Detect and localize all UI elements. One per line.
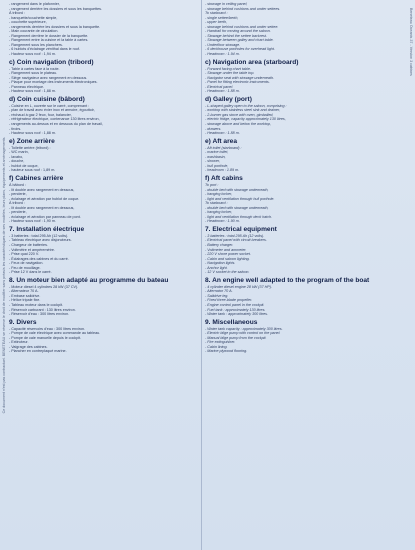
spec-line: - Hélice tripale fixe. [9, 298, 41, 303]
spec-line: - Engine control panel in the cockpit. [205, 302, 265, 307]
spec-line: - Hauteur sous roof : 1,88 m. [9, 89, 56, 94]
spec-line: - electric fridge, capacity approximately 130 litres, [205, 117, 286, 122]
spec-line: - Chargeur de batteries. [9, 242, 48, 247]
section-title: f) Aft cabins [205, 174, 243, 182]
spec-line: - lit double avec rangement en dessous, [9, 205, 75, 210]
spec-line: - Panel for fitting electronic instruments. [205, 80, 270, 85]
spec-line: - Rangement sous le plateau. [9, 71, 58, 76]
spec-line: - banquette/couchette simple, [9, 15, 58, 20]
spec-line: - Hauteur sous roof : 1,94 m. [9, 52, 56, 57]
spec-line: - 3 batteries : total 295 Ah (12 volts). [9, 233, 69, 238]
spec-line: - Réservoir d'eau : 300 litres environ. [9, 312, 70, 317]
spec-line: - Voltmètre et ampèremètre. [9, 247, 55, 252]
spec-line: - Siège navigateur avec rangement en dessous. [9, 75, 88, 80]
spec-line: - 6 deckhouse portholes for overhead light. [205, 47, 275, 52]
spec-line: - Cuisine en L, ouverte sur le carré, comprenant : [9, 103, 90, 108]
spec-line: - Water tank capacity : approximately 300 litres. [205, 326, 283, 331]
spec-line: - Voltmeter and ammeter. [205, 247, 247, 252]
spec-line: - rangement derrière les dossiers et sous les banquettes. [9, 6, 103, 11]
spec-line: - worktop with stainless steel sink and drainer, [205, 108, 281, 113]
spec-line: - Headroom : 1.94 m. [205, 52, 240, 57]
spec-line: - Capacité réservoirs d'eau : 300 litres environ. [9, 326, 86, 331]
spec-line: - Vaigrage des cabines. [9, 344, 48, 349]
spec-line: - 4 cylinder diesel engine 28 kW (37 HP). [205, 284, 273, 289]
spec-line: - Plancher en contreplaqué marine. [9, 349, 67, 354]
spec-line: - Moteur diesel 4 cylindres 28 kW (37 CV). [9, 284, 79, 289]
spec-line: - Hauteur sous roof : 1,90 m. [9, 219, 56, 224]
spec-line: - double bed with stowage underneath, [205, 205, 269, 210]
spec-line: - 2-burner gas stove with oven, gimballed, [205, 112, 274, 117]
spec-line: - rangements au-dessus et en dessous du plan de travail, [9, 122, 103, 127]
section-title: e) Zone arrière [9, 137, 55, 145]
spec-line: - Rangement entre la cuisine et la table à cartes. [9, 38, 89, 43]
spec-line: - Rangement sous les planchers. [9, 42, 63, 47]
spec-line: - Stowage between galley and chart table. [205, 38, 274, 43]
spec-line: - Pompe de cale manuelle depuis le cockpit. [9, 335, 82, 340]
left-margin [0, 0, 8, 550]
section-title: 7. Electrical equipment [205, 225, 277, 233]
spec-line: - Underfloor stowage. [205, 42, 241, 47]
spec-line: To starboard : [205, 201, 228, 206]
spec-line: - hauteur sous roof : 1,89 m. [9, 168, 56, 173]
spec-line: - penderie, [9, 192, 27, 197]
spec-line: - réfrigérateur électrique, contenance 130 litres environ, [9, 117, 100, 122]
spec-line: - Battery charger. [205, 242, 234, 247]
section-title: 7. Installation électrique [9, 225, 85, 233]
spec-line: - Réservoir carburant : 130 litres environ. [9, 307, 76, 312]
spec-line: - Tableau électrique avec disjoncteurs. [9, 238, 72, 243]
spec-line: - 6 hublots d'éclairage zénithal dans le roof. [9, 47, 81, 52]
spec-line: - stowage behind cushions and under settee. [205, 24, 279, 29]
spec-line: - L-shaped galley open to the saloon, comprising : [205, 103, 287, 108]
spec-line: - hanging locker, [205, 192, 233, 197]
spec-line: - headroom : 1.89 m. [205, 168, 240, 173]
spec-line: - Table à cartes face à la route. [9, 66, 60, 71]
spec-line: - Saildrive leg. [205, 293, 229, 298]
spec-line: - Feu de mouillage. [9, 265, 41, 270]
section-title: c) Coin navigation (tribord) [9, 58, 94, 66]
spec-line: - shower, [205, 159, 220, 164]
spec-line: - double bed with stowage underneath, [205, 187, 269, 192]
spec-line: - éclairage et aération par panneau de pont. [9, 214, 81, 219]
spec-line: - Aft toilet (starboard) : [205, 145, 242, 150]
spec-line: - Water tank : approximately 300 litres. [205, 312, 269, 317]
spec-line: - couchette supérieure, [9, 20, 47, 25]
right-margin-note: Beneteau Oceanis 37 - Version 3 cabines [409, 8, 413, 76]
spec-line: - drawers. [205, 126, 222, 131]
section-title: d) Coin cuisine (bâbord) [9, 95, 85, 103]
spec-line: - Anchor light. [205, 265, 228, 270]
spec-line: - Stowage behind the settee backrest. [205, 33, 267, 38]
spec-line: - lavabo, [9, 154, 24, 159]
spec-line: - Headroom : 1.88 m. [205, 89, 240, 94]
spec-line: - 12 V socket in the saloon. [205, 270, 250, 275]
spec-line: - éclairage et aération par hublot de coque. [9, 196, 80, 201]
spec-line: - Pompe de cale électrique avec commande au tableau. [9, 331, 101, 336]
spec-line: - rangement dans le plafonnier, [9, 2, 60, 6]
spec-line: - Headroom : 1.90 m. [205, 219, 240, 224]
spec-line: - Main courante de circulation. [9, 29, 59, 34]
spec-line: - Éclairages des cabines et du carré. [9, 256, 69, 261]
spec-line: À tribord : [9, 201, 25, 206]
spec-line: - 220 V shore power socket. [205, 252, 251, 257]
spec-line: - stowage above and below the worktop, [205, 122, 272, 127]
spec-line: À bâbord : [9, 182, 27, 187]
spec-line: - lit double avec rangement en dessous, [9, 187, 75, 192]
french-column [9, 2, 201, 548]
spec-line: To starboard : [205, 11, 228, 16]
spec-line: - Embase saildrive. [9, 293, 41, 298]
left-margin-note: Ce document n'est pas contractuel. BENETEAU se réserve le droit de modifier sans préavis les caractéristiques de ses modèles, leurs plans, équipements et aménagements. [2, 136, 6, 414]
spec-line: - douche, [9, 159, 25, 164]
section-title: 8. Un moteur bien adapté au programme du bateau [9, 276, 169, 284]
spec-line: - marine toilet, [205, 150, 229, 155]
spec-line: - Panneau électrique. [9, 84, 45, 89]
spec-line: - hull porthole, [205, 163, 229, 168]
spec-line: - Cabin lining. [205, 344, 228, 349]
spec-line: - Prise quai 220 V. [9, 252, 39, 257]
english-column [205, 2, 397, 548]
spec-line: - Navigator seat with stowage underneath. [205, 75, 275, 80]
spec-line: - Electric bilge pump with control on the panel. [205, 331, 281, 336]
spec-line: - hanging locker, [205, 210, 233, 215]
spec-line: - Electrical panel with circuit breakers. [205, 238, 267, 243]
spec-line: To port : [205, 182, 219, 187]
right-margin [407, 8, 414, 548]
spec-line: - Hauteur sous roof : 1,88 m. [9, 131, 56, 136]
spec-line: - rangements derrière les dossiers et sous la banquette. [9, 24, 101, 29]
column-divider [201, 0, 202, 550]
spec-line: - upper berth, [205, 20, 228, 25]
spec-line: - light and ventilation through hull porthole. [205, 196, 275, 201]
spec-line: - Marine plywood flooring. [205, 349, 248, 354]
spec-line: - Plaque pour montage des instruments électroniques. [9, 80, 98, 85]
spec-line: - Alternator 70 A. [205, 289, 233, 294]
spec-line: - Toilette arrière (tribord) : [9, 145, 51, 150]
spec-line: - hublot de coque, [9, 163, 39, 168]
spec-line: - penderie, [9, 210, 27, 215]
spec-line: - tiroirs. [9, 126, 22, 131]
spec-line: - Rangement derrière le dossier de la banquette. [9, 33, 89, 38]
spec-line: - Handrail for moving around the saloon. [205, 29, 271, 34]
spec-line: - Feux de navigation. [9, 261, 44, 266]
spec-line: - Tableau moteur dans le cockpit. [9, 302, 64, 307]
spec-line: - WC marin, [9, 150, 29, 155]
section-title: d) Galley (port) [205, 95, 252, 103]
spec-line: - réchaud à gaz 2 feux, four, balancier, [9, 112, 72, 117]
spec-line: - Fuel tank : approximately 130 litres. [205, 307, 266, 312]
spec-line: - Alternateur 70 A. [9, 289, 39, 294]
spec-line: - light and ventilation through deck hatch. [205, 214, 273, 219]
spec-line: - 3 batteries : total 295 Ah (12 volts). [205, 233, 265, 238]
spec-line: - stowage behind cushions and under settees. [205, 6, 281, 11]
spec-line: - Navigation lights. [205, 261, 236, 266]
section-title: 8. An engine well adapted to the program of the boat [205, 276, 370, 284]
spec-line: - washbasin, [205, 154, 226, 159]
spec-line: - Headroom : 1.88 m. [205, 131, 240, 136]
spec-line: - Extincteur. [9, 340, 29, 345]
spec-line: - Forward facing chart table. [205, 66, 251, 71]
spec-line: - Stowage under the table top. [205, 71, 255, 76]
section-title: 9. Divers [9, 318, 37, 326]
section-title: f) Cabines arrière [9, 174, 64, 182]
section-title: 9. Miscellaneous [205, 318, 258, 326]
spec-line: À tribord : [9, 11, 25, 16]
section-title: c) Navigation area (starboard) [205, 58, 299, 66]
spec-line: - Manual bilge pump from the cockpit. [205, 335, 267, 340]
section-title: e) Aft area [205, 137, 238, 145]
spec-line: - Fire extinguisher. [205, 340, 236, 345]
spec-line: - Prise 12 V dans le carré. [9, 270, 52, 275]
spec-line: - Fixed three-blade propeller. [205, 298, 253, 303]
spec-line: - single settee/berth, [205, 15, 239, 20]
spec-line: - Cabin and saloon lighting. [205, 256, 250, 261]
spec-line: - stowage in ceiling panel, [205, 2, 248, 6]
spec-line: - plan de travail avec évier inox et armoire, égouttoir, [9, 108, 95, 113]
spec-line: - Electrical panel. [205, 84, 234, 89]
